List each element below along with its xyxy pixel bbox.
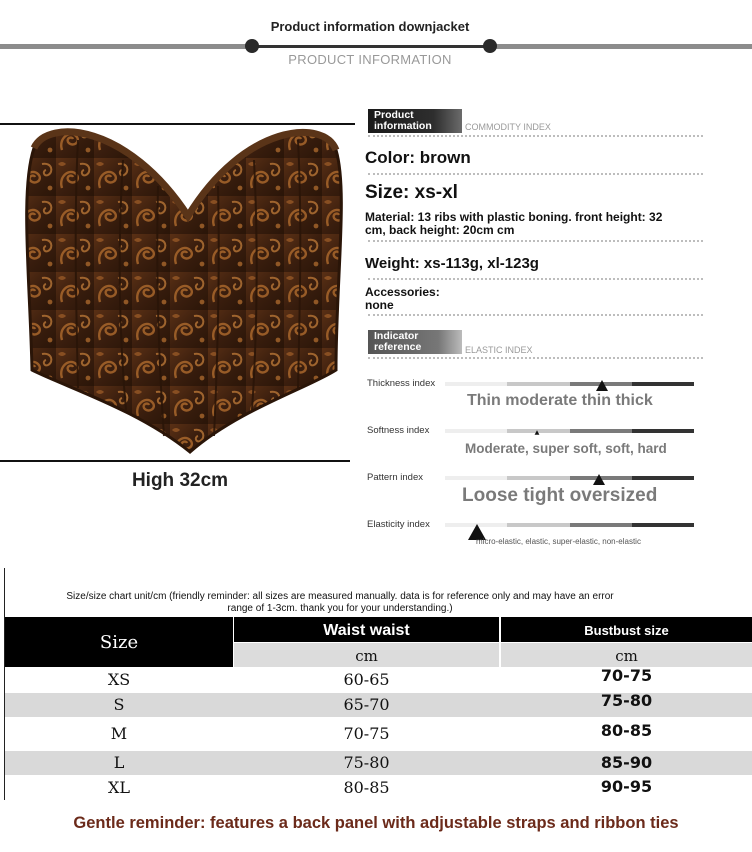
table-row <box>5 693 752 717</box>
color-spec: Color: brown <box>365 148 471 167</box>
pattern-index-marker <box>593 474 605 485</box>
header-dot-right <box>483 39 497 53</box>
divider <box>368 314 703 316</box>
waist-cell: 80-85 <box>343 778 390 797</box>
waist-cell: 70-75 <box>343 724 390 743</box>
size-cell: XS <box>107 670 131 689</box>
divider <box>368 135 703 137</box>
product-info-tag: Product information <box>368 109 462 133</box>
weight-spec: Weight: xs-113g, xl-123g <box>365 255 539 272</box>
pattern-index-bar <box>445 476 694 480</box>
pattern-index-label: Pattern index <box>367 472 423 483</box>
bust-cell: 80-85 <box>600 721 653 740</box>
height-caption: High 32cm <box>131 470 229 491</box>
header-divider-right <box>490 44 752 49</box>
bust-column-header: Bustbust size <box>501 617 752 642</box>
softness-index-marker <box>535 430 540 434</box>
bust-unit: cm <box>501 643 752 667</box>
divider <box>368 173 703 175</box>
accessories-label: Accessories: <box>365 285 440 299</box>
waist-cell: 75-80 <box>343 753 390 772</box>
table-row <box>5 722 752 746</box>
elastic-index-caption: ELASTIC INDEX <box>465 345 533 355</box>
elasticity-index-scale: micro-elastic, elastic, super-elastic, non-elastic <box>476 537 641 546</box>
pattern-index-scale: Loose tight oversized <box>462 485 658 506</box>
table-row <box>5 776 752 800</box>
size-cell: M <box>110 724 128 743</box>
header-dot-left <box>245 39 259 53</box>
size-chart-note: Size/size chart unit/cm (friendly reminder: all sizes are measured manually. data is for reference only and may have an error range of 1-3cm. thank you for your understanding.) <box>66 591 614 614</box>
bust-cell: 70-75 <box>600 666 653 685</box>
waist-unit: cm <box>234 643 499 667</box>
divider <box>368 278 703 280</box>
header-title: Product information downjacket <box>270 19 470 34</box>
softness-index-scale: Moderate, super soft, soft, hard <box>465 441 667 456</box>
softness-index-bar <box>445 429 694 433</box>
softness-index-label: Softness index <box>367 425 430 436</box>
material-spec: Material: 13 ribs with plastic boning. front height: 32 cm, back height: 20cm cm <box>365 210 663 237</box>
size-cell: XL <box>107 778 130 797</box>
image-bottom-rule <box>0 460 350 462</box>
size-cell: L <box>113 753 125 772</box>
header-subtitle: PRODUCT INFORMATION <box>288 52 452 67</box>
bust-cell: 75-80 <box>600 691 653 710</box>
bust-cell: 85-90 <box>600 753 653 772</box>
commodity-index-caption: COMMODITY INDEX <box>465 122 551 132</box>
accessories-value: none <box>365 298 394 312</box>
gentle-reminder: Gentle reminder: features a back panel with adjustable straps and ribbon ties <box>73 814 679 832</box>
size-cell: S <box>113 695 125 714</box>
elasticity-index-label: Elasticity index <box>367 519 430 530</box>
waist-cell: 65-70 <box>343 695 390 714</box>
thickness-index-bar <box>445 382 694 386</box>
bust-cell: 90-95 <box>600 777 653 796</box>
header-divider-left <box>0 44 250 49</box>
table-row <box>5 751 752 775</box>
corset-image <box>18 120 348 460</box>
waist-cell: 60-65 <box>343 670 390 689</box>
thickness-index-label: Thickness index <box>367 378 436 389</box>
divider <box>368 240 703 242</box>
indicator-reference-tag: Indicator reference <box>368 330 462 354</box>
waist-column-header: Waist waist <box>234 617 499 642</box>
thickness-index-scale: Thin moderate thin thick <box>467 392 653 409</box>
size-column-header: Size <box>5 617 233 667</box>
divider <box>368 357 703 359</box>
size-spec: Size: xs-xl <box>365 182 458 203</box>
thickness-index-marker <box>596 380 608 391</box>
header-divider-middle <box>252 45 490 48</box>
